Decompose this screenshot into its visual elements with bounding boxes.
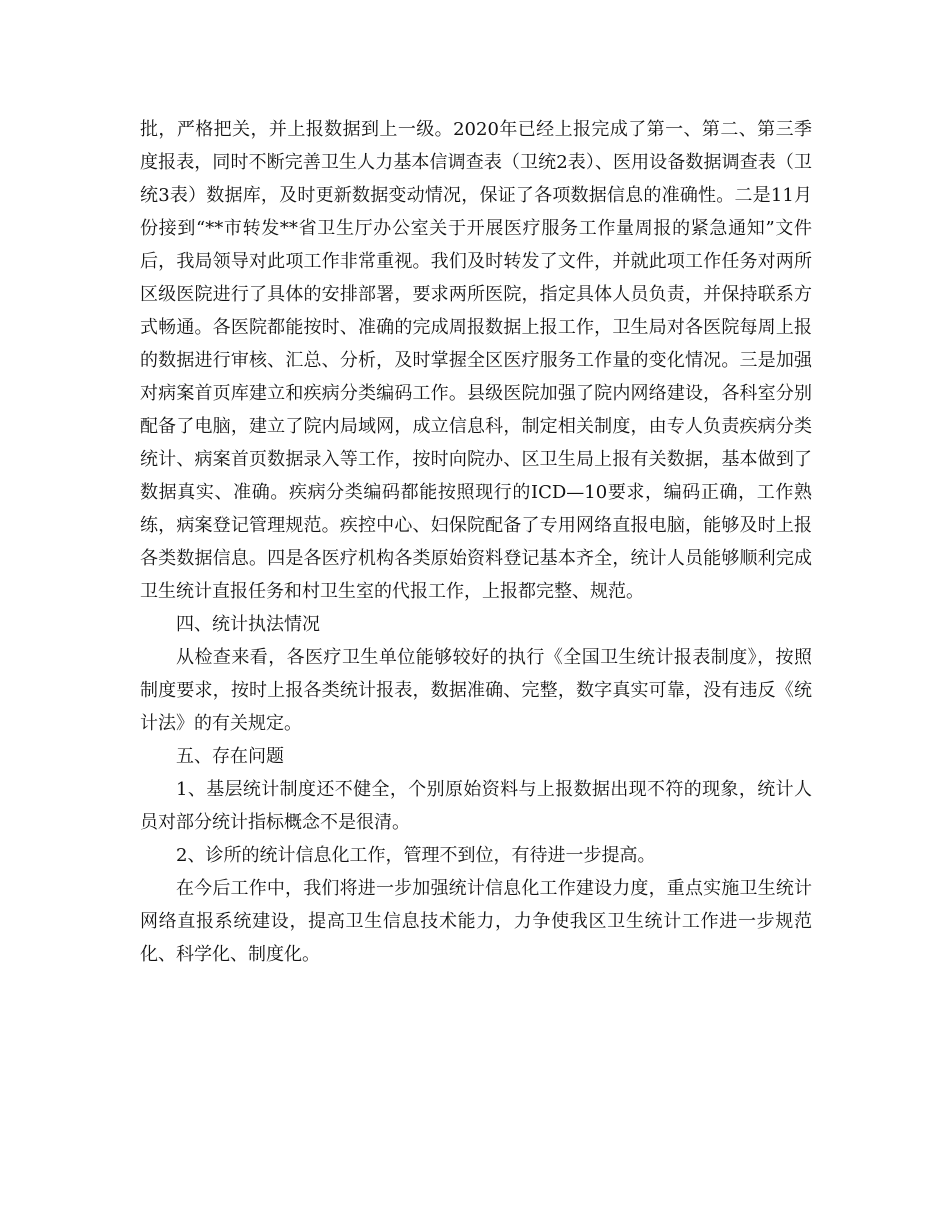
paragraph-problem-2: 2、诊所的统计信息化工作，管理不到位，有待进一步提高。 bbox=[176, 845, 656, 866]
section-heading-law-enforcement: 四、统计执法情况 bbox=[176, 614, 320, 635]
section-heading-problems: 五、存在问题 bbox=[176, 746, 284, 767]
document-page bbox=[140, 113, 812, 971]
paragraph-statistics-work: 批，严格把关，并上报数据到上一级。2020年已经上报完成了第一、第二、第三季度报表，同时不断完善卫生人力基本信调查表（卫统2表）、医用设备数据调查表（卫统3表）数据库，及时更新数据变动情况，保证了各项数据信息的准确性。二是11月份接到“**市转发**省卫生厅办公室关于开展医疗服务工作量周报的紧急通知”文件后，我局领导对此项工作非常重视。我们及时转发了文件，并就此项工作任务对两所区级医院进行了具体的安排部署，要求两所医院，指定具体人员负责，并保持联系方式畅通。各医院都能按时、准确的完成周报数据上报工作，卫生局对各医院每周上报的数据进行审核、汇总、分析，及时掌握全区医疗服务工作量的变化情况。三是加强对病案首页库建立和疾病分类编码工作。县级医院加强了院内网络建设，各科室分别配备了电脑，建立了院内局域网，成立信息科，制定相关制度，由专人负责疾病分类统计、病案首页数据录入等工作，按时向院办、区卫生局上报有关数据，基本做到了数据真实、准确。疾病分类编码都能按照现行的ICD—10要求，编码正确，工作熟练，病案登记管理规范。疾控中心、妇保院配备了专用网络直报电脑，能够及时上报各类数据信息。四是各医疗机构各类原始资料登记基本齐全，统计人员能够顺利完成卫生统计直报任务和村卫生室的代报工作，上报都完整、规范。 bbox=[140, 119, 812, 602]
paragraph-problem-1: 1、基层统计制度还不健全，个别原始资料与上报数据出现不符的现象，统计人员对部分统计指标概念不是很清。 bbox=[140, 779, 812, 833]
paragraph-future-work: 在今后工作中，我们将进一步加强统计信息化工作建设力度，重点实施卫生统计网络直报系统建设，提高卫生信息技术能力，力争使我区卫生统计工作进一步规范化、科学化、制度化。 bbox=[140, 878, 812, 965]
paragraph-law-enforcement: 从检查来看，各医疗卫生单位能够较好的执行《全国卫生统计报表制度》，按照制度要求，按时上报各类统计报表，数据准确、完整，数字真实可靠，没有违反《统计法》的有关规定。 bbox=[140, 647, 812, 734]
